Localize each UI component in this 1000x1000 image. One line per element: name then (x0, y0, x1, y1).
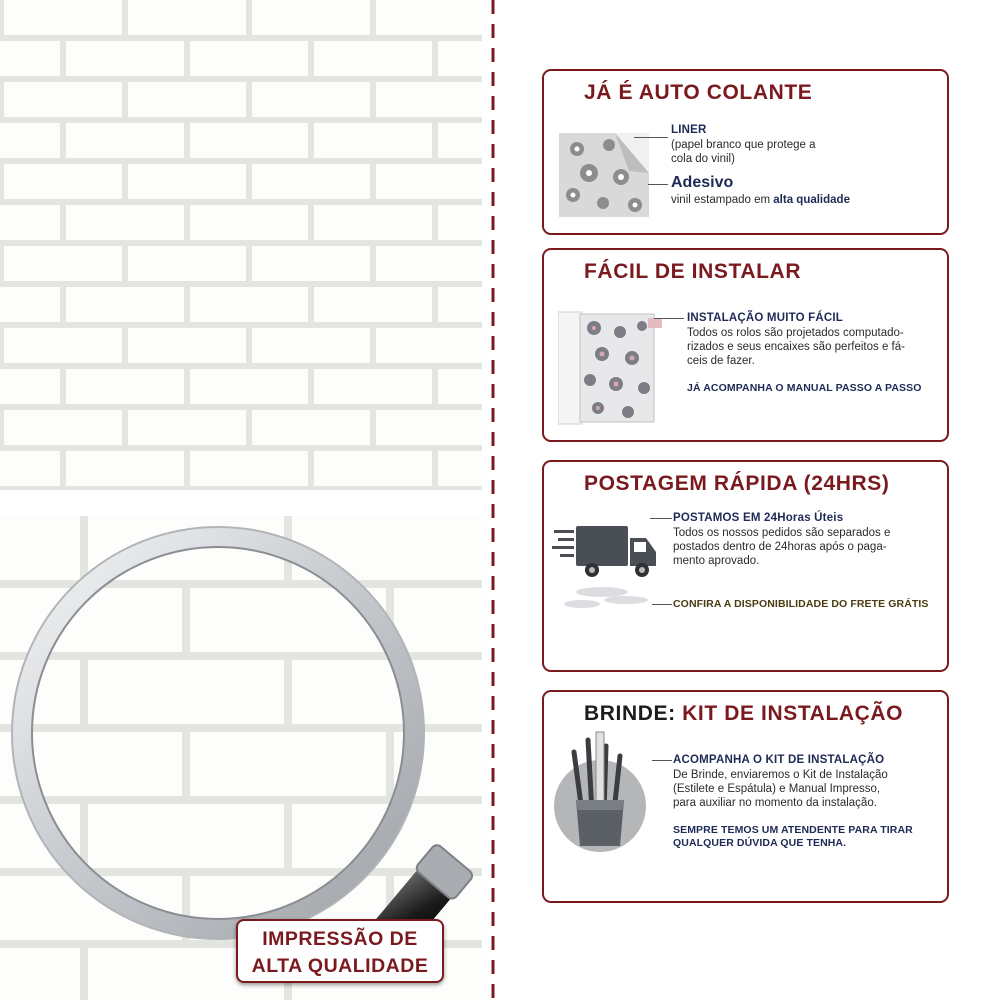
brick (252, 246, 370, 281)
brick (0, 41, 60, 76)
tool-cup-icon (548, 726, 652, 854)
feature-line-1: De Brinde, enviaremos o Kit de Instalação (673, 769, 888, 781)
brick (190, 287, 308, 322)
connector-line (652, 604, 672, 605)
brick (314, 451, 432, 486)
brick (190, 451, 308, 486)
brick (0, 123, 60, 158)
brick (314, 205, 432, 240)
brick-wall-texture-full (0, 0, 482, 490)
brick (438, 123, 482, 158)
brick (128, 164, 246, 199)
connector-line (634, 137, 668, 138)
brick (128, 328, 246, 363)
liner-text-2: cola do vinil) (671, 153, 735, 165)
adesivo-text (671, 193, 850, 208)
brick (66, 287, 184, 322)
feature-line-1: Todos os rolos são projetados computado- (687, 327, 904, 339)
feature-line-3: ceis de fazer. (687, 355, 755, 367)
brick (252, 82, 370, 117)
quality-badge-line2: ALTA QUALIDADE (251, 955, 429, 977)
quality-badge-line1: IMPRESSÃO DE (262, 928, 418, 950)
feature-line-2: rizados e seus encaixes são perfeitos e fá- (687, 341, 905, 353)
brick (4, 246, 122, 281)
brick (128, 82, 246, 117)
brick (128, 246, 246, 281)
card-title: JÁ É AUTO COLANTE (584, 81, 813, 104)
feature-note: JÁ ACOMPANHA O MANUAL PASSO A PASSO (687, 382, 922, 394)
sticker-sample-icon (559, 133, 649, 217)
brick (438, 287, 482, 322)
brick (376, 328, 482, 363)
brick (0, 287, 60, 322)
brick (252, 328, 370, 363)
dashed-divider (490, 0, 496, 1000)
brick (128, 0, 246, 35)
brick (314, 369, 432, 404)
brick (314, 41, 432, 76)
quality-badge (236, 919, 444, 983)
feature-note-1: SEMPRE TEMOS UM ATENDENTE PARA TIRAR (673, 824, 913, 836)
wallpaper-panel-icon (558, 308, 666, 426)
feature-note: CONFIRA A DISPONIBILIDADE DO FRETE GRÁTIS (673, 598, 929, 610)
feature-title: ACOMPANHA O KIT DE INSTALAÇÃO (673, 754, 885, 766)
card-title-main: KIT DE INSTALAÇÃO (682, 702, 904, 725)
feature-line-3: mento aprovado. (673, 555, 760, 567)
delivery-truck-icon (552, 522, 660, 614)
connector-line (650, 518, 672, 519)
brick (438, 205, 482, 240)
brick (4, 164, 122, 199)
brick (252, 164, 370, 199)
connector-line (648, 184, 668, 185)
adesivo-title: Adesivo (671, 174, 734, 191)
brick (376, 0, 482, 35)
brick (190, 369, 308, 404)
feature-title: POSTAMOS EM 24Horas Úteis (673, 512, 844, 524)
brick (4, 410, 122, 445)
brick (66, 369, 184, 404)
card-auto-colante (542, 69, 949, 235)
card-title: FÁCIL DE INSTALAR (584, 260, 802, 283)
brick (252, 410, 370, 445)
brick (438, 369, 482, 404)
feature-title: INSTALAÇÃO MUITO FÁCIL (687, 312, 844, 324)
connector-line (652, 760, 672, 761)
brick (438, 451, 482, 486)
card-title-prefix: BRINDE: (584, 702, 683, 725)
brick (128, 410, 246, 445)
card-title (584, 702, 903, 726)
feature-note-2: QUALQUER DÚVIDA QUE TENHA. (673, 837, 847, 849)
brick (4, 328, 122, 363)
feature-line-2: (Estilete e Espátula) e Manual Impresso, (673, 783, 881, 795)
brick (66, 123, 184, 158)
card-facil-instalar (542, 248, 949, 442)
brick (66, 451, 184, 486)
brick (4, 0, 122, 35)
brick (376, 246, 482, 281)
card-title: POSTAGEM RÁPIDA (24HRS) (584, 472, 890, 495)
feature-line-2: postados dentro de 24horas após o paga- (673, 541, 887, 553)
brick (4, 82, 122, 117)
brick-wall-icon (0, 0, 482, 490)
brick (376, 164, 482, 199)
adesivo-text-bold: alta qualidade (773, 194, 850, 206)
brick (0, 369, 60, 404)
card-brinde (542, 690, 949, 903)
brick (376, 410, 482, 445)
feature-line-1: Todos os nossos pedidos são separados e (673, 527, 891, 539)
brick (190, 123, 308, 158)
card-postagem (542, 460, 949, 672)
brick (314, 123, 432, 158)
brick (438, 41, 482, 76)
brick (376, 82, 482, 117)
connector-line (654, 318, 684, 319)
brick (314, 287, 432, 322)
feature-line-3: para auxiliar no momento da instalação. (673, 797, 877, 809)
liner-title: LINER (671, 124, 707, 136)
liner-text-1: (papel branco que protege a (671, 139, 816, 151)
brick (0, 205, 60, 240)
brick (66, 41, 184, 76)
product-preview-panel (0, 0, 482, 1000)
brick (0, 451, 60, 486)
adesivo-text-normal: vinil estampado em (671, 194, 774, 206)
brick (190, 205, 308, 240)
brick (190, 41, 308, 76)
brick (252, 0, 370, 35)
brick (66, 205, 184, 240)
